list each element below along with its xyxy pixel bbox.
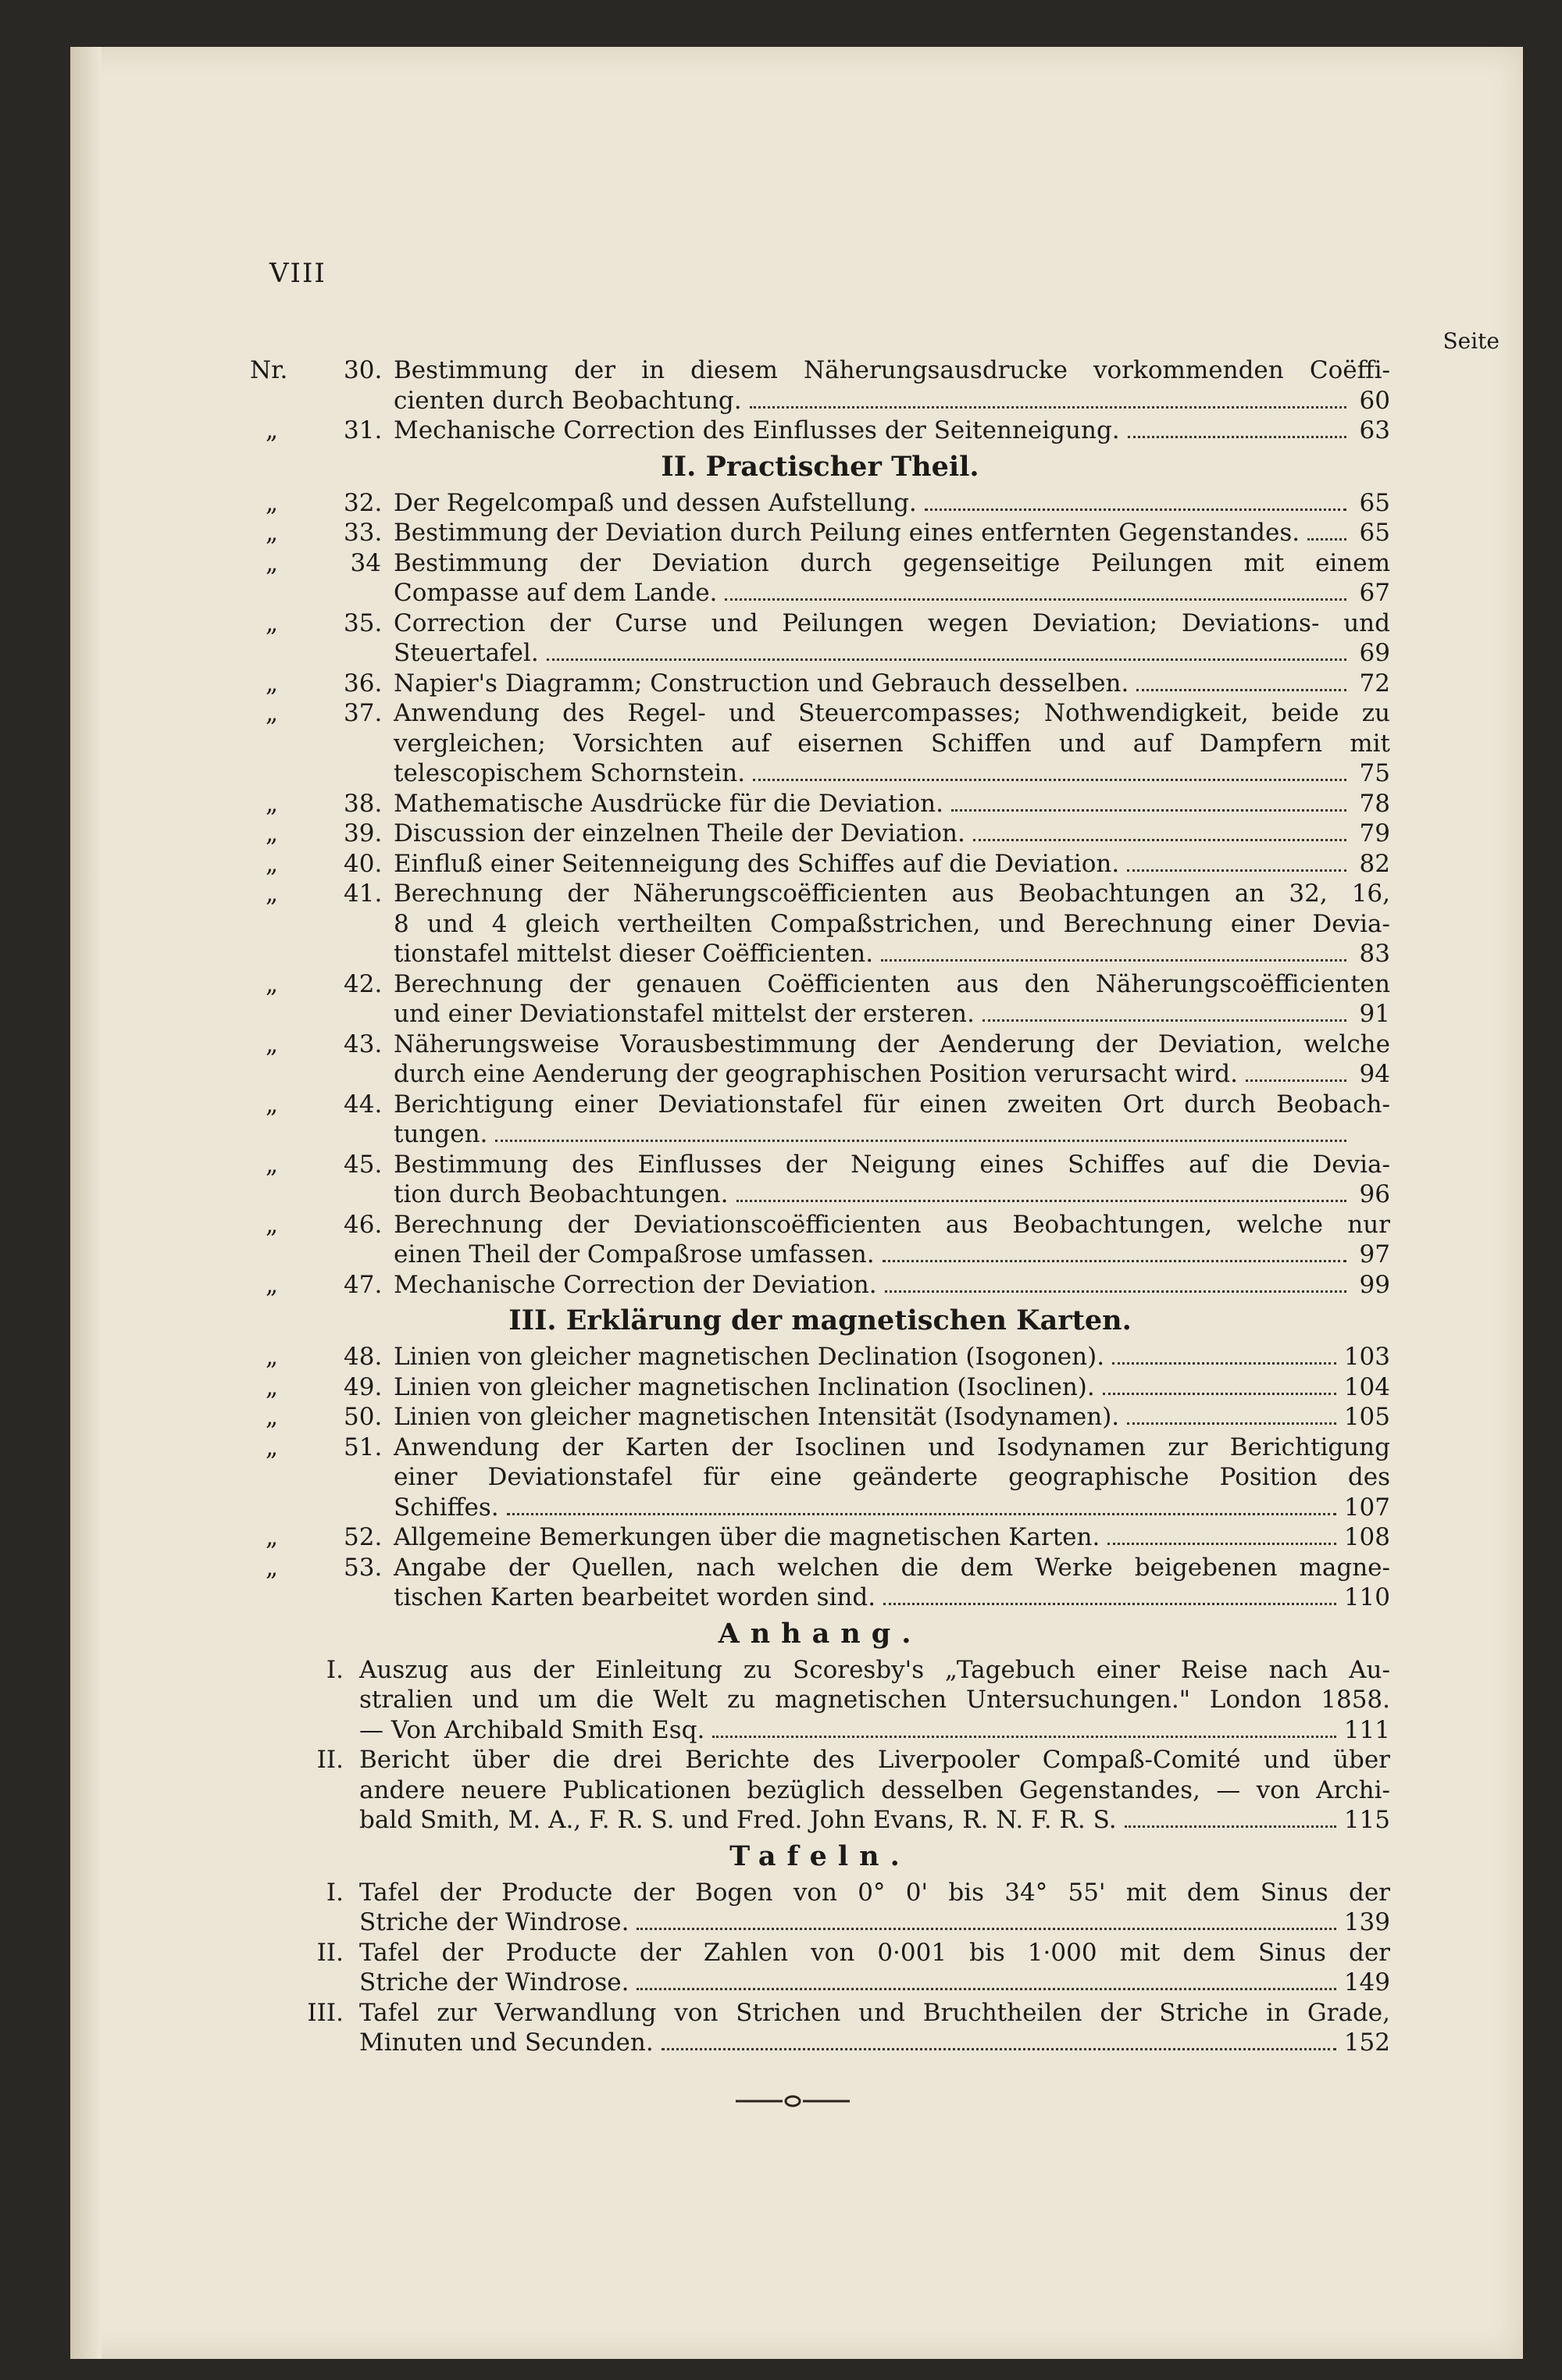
entry-page-number: 75: [1359, 759, 1390, 787]
entry-prefix-ditto: „: [266, 789, 279, 818]
entry-last-text: Allgemeine Bemerkungen über die magnetischen Karten.: [394, 1523, 1100, 1551]
entry-page-number: 60: [1359, 386, 1390, 415]
dot-leader: [1128, 436, 1346, 438]
entry-last-line: [394, 1179, 1390, 1210]
entry-text: [394, 1372, 1390, 1403]
entry-last-text: Steuertafel.: [394, 639, 539, 667]
entry-last-text: Mathematische Ausdrücke für die Deviation.: [394, 789, 943, 818]
page-folio: VIII: [269, 258, 326, 289]
toc-entry: [250, 669, 1390, 699]
entry-page-number: 96: [1359, 1180, 1390, 1208]
entry-last-line: [394, 518, 1390, 548]
entry-line: Auszug aus der Einleitung zu Scoresby's „Tagebuch einer Reise nach Au-: [359, 1655, 1390, 1684]
toc-entry: [250, 849, 1390, 880]
entry-line: Bericht über die drei Berichte des Liverpooler Compaß-Comité und über: [359, 1746, 1390, 1774]
entry-last-line: [359, 1805, 1390, 1836]
dot-leader: [547, 658, 1346, 661]
toc-entry: [250, 1655, 1390, 1746]
toc-entry: [250, 789, 1390, 819]
entry-prefix-ditto: „: [266, 608, 279, 637]
entry-text: [394, 1090, 1390, 1150]
dot-leader: [1103, 1393, 1336, 1395]
entry-line: Bestimmung der Deviation durch gegenseitige Peilungen mit einem: [394, 548, 1390, 577]
entry-page-number: 82: [1359, 849, 1390, 878]
entry-line: Berechnung der Näherungscoëfficienten aus Beobachtungen an 32, 16,: [394, 880, 1390, 908]
entry-prefix-ditto: „: [266, 1553, 279, 1582]
entry-text: [359, 1878, 1390, 1938]
entry-page-number: 91: [1359, 1000, 1390, 1028]
entry-text: [359, 1998, 1390, 2058]
toc-entry: [250, 1372, 1390, 1403]
entry-page-number: 69: [1359, 639, 1390, 667]
entry-line: Tafel der Producte der Zahlen von 0·001 bis 1·000 mit dem Sinus der: [359, 1938, 1390, 1967]
entry-page-number: 107: [1343, 1493, 1390, 1522]
entry-number: 49.: [344, 1372, 383, 1401]
entry-last-line: [394, 669, 1390, 699]
entry-last-text: cienten durch Beobachtung.: [394, 386, 742, 415]
entry-number: 30.: [344, 356, 383, 384]
entry-number: 32.: [344, 488, 383, 517]
entry-text: [359, 1745, 1390, 1836]
dot-leader: [881, 959, 1346, 962]
entry-text: [394, 548, 1390, 608]
toc-entry: [250, 488, 1390, 519]
entry-text: [394, 1270, 1390, 1301]
entry-page-number: 103: [1343, 1343, 1390, 1371]
entry-text: [394, 1029, 1390, 1090]
entry-text: [394, 518, 1390, 548]
dot-leader: [637, 1988, 1336, 1990]
entry-number: 51.: [344, 1433, 383, 1461]
entry-last-line: [394, 758, 1390, 789]
entry-prefix-ditto: „: [266, 880, 279, 908]
entry-last-text: Striche der Windrose.: [359, 1908, 629, 1936]
entry-text: [394, 669, 1390, 699]
toc-entry: [250, 969, 1390, 1029]
entry-line: Bestimmung der in diesem Näherungsausdrucke vorkommenden Coëffi-: [394, 356, 1390, 384]
dot-leader: [637, 1928, 1336, 1930]
entry-text: [394, 355, 1390, 416]
toc-entry: [250, 1150, 1390, 1210]
dot-leader: [507, 1513, 1336, 1515]
entry-page-number: 108: [1343, 1523, 1390, 1551]
entry-last-text: Der Regelcompaß und dessen Aufstellung.: [394, 488, 917, 517]
toc-entry: [250, 1029, 1390, 1090]
entry-last-text: Minuten und Secunden.: [359, 2029, 654, 2057]
entry-prefix-ditto: „: [266, 1210, 279, 1239]
entry-last-text: tischen Karten bearbeitet worden sind.: [394, 1583, 876, 1611]
toc-entry: [250, 548, 1390, 608]
entry-text: [394, 608, 1390, 669]
entry-number: III.: [307, 1998, 344, 2027]
entry-last-line: [394, 789, 1390, 819]
entry-last-text: Schiffes.: [394, 1493, 499, 1522]
entry-last-line: [359, 1715, 1390, 1746]
entry-page-number: 115: [1343, 1806, 1390, 1834]
entry-last-text: Mechanische Correction der Deviation.: [394, 1270, 877, 1299]
entry-last-text: telescopischem Schornstein.: [394, 759, 746, 787]
end-ornament-rule: [734, 2092, 851, 2111]
entry-last-text: tionstafel mittelst dieser Coëfficienten.: [394, 940, 874, 968]
toc-entry: [250, 355, 1390, 416]
entry-last-text: und einer Deviationstafel mittelst der ersteren.: [394, 1000, 975, 1028]
table-of-contents: [250, 355, 1390, 2058]
seite-column-label: Seite: [1443, 328, 1500, 354]
entry-text: [394, 698, 1390, 789]
entry-number: 35.: [344, 608, 383, 637]
toc-entry: [250, 819, 1390, 849]
entry-line: 8 und 4 gleich vertheilten Compaßstrichen, und Berechnung einer Devia-: [394, 909, 1390, 938]
toc-entry: [250, 1745, 1390, 1836]
toc-entry: [250, 1522, 1390, 1553]
entry-text: [394, 1433, 1390, 1523]
entry-number: 37.: [344, 699, 383, 727]
entry-line: stralien und um die Welt zu magnetischen Untersuchungen." London 1858.: [359, 1686, 1390, 1714]
entry-prefix-ditto: „: [266, 1523, 279, 1551]
toc-entry: [250, 1402, 1390, 1433]
entry-prefix-ditto: „: [266, 1270, 279, 1299]
entry-line: Berechnung der genauen Coëfficienten aus den Näherungscoëfficienten: [394, 969, 1390, 998]
entry-number: I.: [326, 1655, 344, 1684]
entry-prefix-ditto: „: [266, 548, 279, 577]
toc-entry: [250, 1210, 1390, 1270]
entry-last-text: durch eine Aenderung der geographischen Position verursacht wird.: [394, 1060, 1238, 1088]
entry-prefix-ditto: „: [266, 849, 279, 878]
dot-leader: [951, 809, 1346, 812]
entry-prefix-ditto: „: [266, 819, 279, 847]
entry-last-line: [394, 578, 1390, 608]
entry-prefix-ditto: „: [266, 699, 279, 727]
entry-last-line: [394, 999, 1390, 1029]
entry-line: Anwendung der Karten der Isoclinen und Isodynamen zur Berichtigung: [394, 1433, 1390, 1461]
entry-number: 45.: [344, 1150, 383, 1179]
entry-number: 48.: [344, 1343, 383, 1371]
entry-text: [394, 969, 1390, 1029]
entry-text: [394, 879, 1390, 969]
entry-last-text: Striche der Windrose.: [359, 1968, 629, 1996]
toc-group-a: [250, 355, 1390, 446]
entry-text: [394, 849, 1390, 880]
entry-last-line: [394, 1240, 1390, 1270]
entry-line: Tafel zur Verwandlung von Strichen und Bruchtheilen der Striche in Grade,: [359, 1998, 1390, 2027]
dot-leader: [973, 839, 1346, 841]
section-heading-tafeln: Tafeln.: [729, 1839, 911, 1872]
entry-text: [359, 1655, 1390, 1746]
toc-entry: [250, 1553, 1390, 1613]
toc-entry: [250, 1342, 1390, 1372]
entry-last-text: — Von Archibald Smith Esq.: [359, 1715, 705, 1744]
entry-line: Bestimmung des Einflusses der Neigung eines Schiffes auf die Devia-: [394, 1150, 1390, 1179]
entry-last-line: [394, 849, 1390, 880]
entry-last-line: [359, 1968, 1390, 1998]
dot-leader: [495, 1140, 1346, 1142]
toc-entry: [250, 1878, 1390, 1938]
entry-line: Näherungsweise Vorausbestimmung der Aenderung der Deviation, welche: [394, 1029, 1390, 1058]
entry-number: 43.: [344, 1029, 383, 1058]
entry-prefix-ditto: „: [266, 1343, 279, 1371]
entry-prefix-ditto: „: [266, 1433, 279, 1461]
entry-last-line: [394, 1119, 1390, 1150]
entry-page-number: 67: [1359, 579, 1390, 607]
entry-prefix-ditto: „: [266, 1372, 279, 1401]
entry-text: [394, 1553, 1390, 1613]
entry-page-number: 63: [1359, 416, 1390, 444]
entry-page-number: 152: [1343, 2029, 1390, 2057]
entry-number: 44.: [344, 1090, 383, 1119]
entry-text: [394, 819, 1390, 849]
entry-line: Anwendung des Regel- und Steuercompasses; Nothwendigkeit, beide zu: [394, 699, 1390, 727]
entry-line: einer Deviationstafel für eine geänderte geographische Position des: [394, 1463, 1390, 1491]
entry-last-line: [394, 819, 1390, 849]
dot-leader: [712, 1736, 1336, 1738]
entry-page-number: 97: [1359, 1240, 1390, 1269]
entry-page-number: 111: [1343, 1715, 1390, 1744]
entry-last-text: einen Theil der Compaßrose umfassen.: [394, 1240, 875, 1269]
entry-prefix-ditto: „: [266, 1150, 279, 1179]
entry-prefix-ditto: „: [266, 416, 279, 444]
entry-number: 34: [350, 548, 381, 577]
entry-prefix-ditto: „: [266, 1029, 279, 1058]
section-heading-practical: II. Practischer Theil.: [661, 450, 979, 483]
entry-number: 33.: [344, 519, 383, 547]
entry-number: 46.: [344, 1210, 383, 1239]
entry-prefix-ditto: „: [266, 669, 279, 698]
entry-text: [394, 488, 1390, 519]
entry-prefix-nr: Nr.: [250, 356, 288, 384]
entry-last-text: Napier's Diagramm; Construction und Gebrauch desselben.: [394, 669, 1129, 698]
toc-entry: [250, 698, 1390, 789]
entry-line: Berichtigung einer Deviationstafel für einen zweiten Ort durch Beobach-: [394, 1090, 1390, 1119]
dot-leader: [1246, 1079, 1346, 1082]
entry-last-line: [394, 416, 1390, 446]
entry-number: 31.: [344, 416, 383, 444]
entry-number: I.: [326, 1878, 344, 1907]
entry-page-number: 65: [1359, 488, 1390, 517]
entry-prefix-ditto: „: [266, 488, 279, 517]
entry-last-text: Mechanische Correction des Einflusses der Seitenneigung.: [394, 416, 1120, 444]
entry-page-number: 65: [1359, 519, 1390, 547]
entry-text: [394, 1402, 1390, 1433]
entry-prefix-ditto: „: [266, 1090, 279, 1119]
dot-leader: [1107, 1543, 1336, 1545]
entry-line: Berechnung der Deviationscoëfficienten aus Beobachtungen, welche nur: [394, 1210, 1390, 1239]
entry-page-number: 78: [1359, 789, 1390, 818]
entry-page-number: 94: [1359, 1060, 1390, 1088]
entry-page-number: 149: [1343, 1968, 1390, 1996]
entry-last-line: [359, 2028, 1390, 2058]
dot-leader: [1112, 1362, 1336, 1365]
entry-line: vergleichen; Vorsichten auf eisernen Schiffen und auf Dampfern mit: [394, 729, 1390, 758]
entry-last-line: [394, 1059, 1390, 1090]
entry-last-text: Compasse auf dem Lande.: [394, 579, 718, 607]
section-heading-magnetic-maps: III. Erklärung der magnetischen Karten.: [508, 1304, 1132, 1336]
entry-number: II.: [316, 1938, 344, 1967]
entry-text: [394, 1522, 1390, 1553]
dot-leader: [662, 2048, 1336, 2050]
entry-text: [394, 1210, 1390, 1270]
entry-number: 40.: [344, 849, 383, 878]
entry-prefix-ditto: „: [266, 969, 279, 998]
entry-last-line: [394, 638, 1390, 669]
dot-leader: [725, 598, 1346, 601]
entry-last-text: tungen.: [394, 1120, 488, 1148]
entry-last-text: Discussion der einzelnen Theile der Deviation.: [394, 819, 965, 847]
toc-entry: [250, 1270, 1390, 1301]
entry-number: 38.: [344, 789, 383, 818]
entry-number: 47.: [344, 1270, 383, 1299]
entry-text: [394, 416, 1390, 446]
entry-number: 39.: [344, 819, 383, 847]
entry-last-line: [394, 1402, 1390, 1433]
toc-entry: [250, 1090, 1390, 1150]
entry-last-text: Einfluß einer Seitenneigung des Schiffes auf die Deviation.: [394, 849, 1120, 878]
entry-last-line: [394, 1270, 1390, 1301]
entry-line: Angabe der Quellen, nach welchen die dem Werke beigebenen magne-: [394, 1553, 1390, 1582]
toc-group-b: [250, 488, 1390, 1301]
entry-page-number: 139: [1343, 1908, 1390, 1936]
toc-entry: [250, 416, 1390, 446]
dot-leader: [1127, 1422, 1336, 1425]
entry-prefix-ditto: „: [266, 519, 279, 547]
entry-prefix-ditto: „: [266, 1403, 279, 1431]
toc-group-tafeln: [250, 1878, 1390, 2058]
dot-leader: [1127, 869, 1346, 872]
dot-leader: [750, 406, 1346, 409]
entry-page-number: 79: [1359, 819, 1390, 847]
entry-text: [394, 1342, 1390, 1372]
dot-leader: [883, 1603, 1336, 1605]
entry-text: [394, 789, 1390, 819]
toc-entry: [250, 1998, 1390, 2058]
entry-number: 52.: [344, 1523, 383, 1551]
entry-last-line: [394, 1583, 1390, 1613]
toc-group-anhang: [250, 1655, 1390, 1836]
entry-number: 53.: [344, 1553, 383, 1582]
entry-line: andere neuere Publicationen bezüglich desselben Gegenstandes, — von Archi-: [359, 1775, 1390, 1804]
dot-leader: [885, 1290, 1346, 1293]
entry-number: 36.: [344, 669, 383, 698]
entry-last-text: Linien von gleicher magnetischen Inclination (Isoclinen).: [394, 1372, 1095, 1401]
entry-page-number: 72: [1359, 669, 1390, 698]
dot-leader: [753, 779, 1346, 781]
dot-leader: [982, 1019, 1346, 1022]
entry-number: 50.: [344, 1403, 383, 1431]
entry-last-line: [394, 1372, 1390, 1403]
entry-text: [394, 1150, 1390, 1210]
entry-last-line: [359, 1907, 1390, 1938]
entry-last-line: [394, 1493, 1390, 1523]
dot-leader: [1307, 538, 1346, 541]
entry-page-number: 104: [1343, 1372, 1390, 1401]
entry-line: Correction der Curse und Peilungen wegen Deviation; Deviations- und: [394, 608, 1390, 637]
entry-last-line: [394, 386, 1390, 416]
entry-page-number: 83: [1359, 940, 1390, 968]
entry-number: 41.: [344, 880, 383, 908]
entry-last-text: tion durch Beobachtungen.: [394, 1180, 729, 1208]
entry-last-text: Linien von gleicher magnetischen Intensität (Isodynamen).: [394, 1403, 1120, 1431]
entry-page-number: 99: [1359, 1270, 1390, 1299]
entry-last-line: [394, 1522, 1390, 1553]
toc-entry: [250, 608, 1390, 669]
dot-leader: [1125, 1825, 1336, 1828]
entry-last-line: [394, 488, 1390, 519]
toc-entry: [250, 518, 1390, 548]
entry-last-text: bald Smith, M. A., F. R. S. und Fred. John Evans, R. N. F. R. S.: [359, 1806, 1117, 1834]
page-gutter: [70, 47, 102, 2359]
entry-last-text: Bestimmung der Deviation durch Peilung eines entfernten Gegenstandes.: [394, 519, 1300, 547]
entry-page-number: 110: [1343, 1583, 1390, 1611]
entry-text: [359, 1938, 1390, 1998]
entry-line: Tafel der Producte der Bogen von 0° 0' bis 34° 55' mit dem Sinus der: [359, 1878, 1390, 1907]
entry-last-line: [394, 939, 1390, 969]
entry-number: II.: [316, 1746, 344, 1774]
toc-entry: [250, 1433, 1390, 1523]
entry-last-line: [394, 1342, 1390, 1372]
entry-number: 42.: [344, 969, 383, 998]
dot-leader: [883, 1260, 1346, 1262]
dot-leader: [1136, 689, 1346, 691]
entry-page-number: 105: [1343, 1403, 1390, 1431]
toc-entry: [250, 1938, 1390, 1998]
entry-last-text: Linien von gleicher magnetischen Declination (Isogonen).: [394, 1343, 1105, 1371]
toc-entry: [250, 879, 1390, 969]
dot-leader: [925, 508, 1346, 511]
section-heading-anhang: Anhang.: [718, 1617, 922, 1650]
dot-leader: [736, 1200, 1346, 1202]
toc-group-c: [250, 1342, 1390, 1613]
